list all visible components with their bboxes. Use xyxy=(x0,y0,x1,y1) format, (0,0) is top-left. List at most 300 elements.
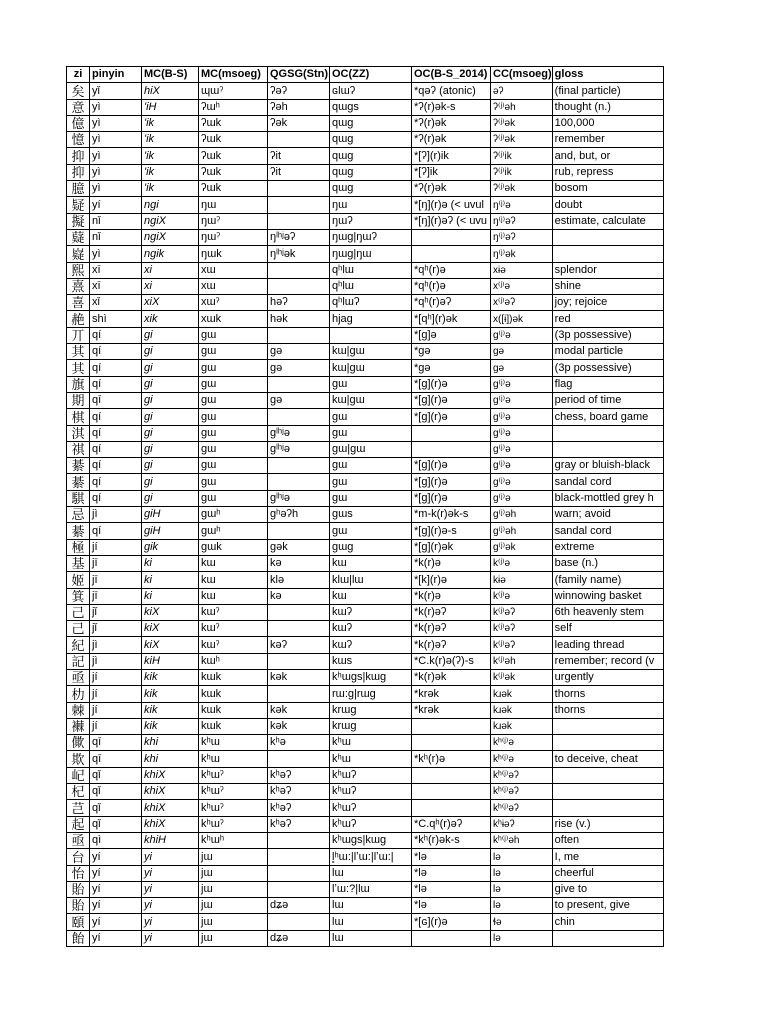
cell-mc-bs: kik xyxy=(142,669,199,685)
cell-zi: 姬 xyxy=(67,572,90,588)
cell-oc-zz: qɯgs xyxy=(330,99,412,115)
cell-oc-bs: *[g](r)ə xyxy=(412,392,491,408)
cell-qgsg: kʰəʔ xyxy=(268,816,330,832)
cell-gloss: chin xyxy=(552,914,663,930)
cell-qgsg xyxy=(268,832,330,848)
cell-mc-msoeg: xɯ xyxy=(199,262,268,278)
table-row xyxy=(67,784,664,800)
cell-qgsg xyxy=(268,914,330,930)
cell-qgsg: dʑə xyxy=(268,898,330,914)
cell-pinyin: qí xyxy=(90,474,142,490)
cell-zi: 綦 xyxy=(67,458,90,474)
cell-cc: ŋ⁽ʲ⁾ə xyxy=(491,197,553,213)
cell-oc-zz: ŋɯg|ŋɯ xyxy=(330,246,412,262)
cell-cc: x⁽ʲ⁾əʔ xyxy=(491,295,553,311)
table-row xyxy=(67,572,664,588)
cell-qgsg: gə xyxy=(268,392,330,408)
cell-pinyin: yì xyxy=(90,148,142,164)
col-header-mc-bs: MC(B-S) xyxy=(142,67,199,83)
cell-gloss xyxy=(552,441,663,457)
table-row xyxy=(67,702,664,718)
cell-qgsg: kə xyxy=(268,555,330,571)
cell-mc-bs: khiX xyxy=(142,767,199,783)
cell-pinyin: yí xyxy=(90,898,142,914)
cell-qgsg: gˡʰʲə xyxy=(268,441,330,457)
cell-mc-msoeg: kʰɯˀ xyxy=(199,800,268,816)
cell-oc-zz: gɯ|gɯ xyxy=(330,441,412,457)
cell-mc-msoeg: gɯ xyxy=(199,392,268,408)
cell-zi: 嶷 xyxy=(67,246,90,262)
cell-mc-bs: xiX xyxy=(142,295,199,311)
cell-gloss: thought (n.) xyxy=(552,99,663,115)
cell-oc-zz: kɯʔ xyxy=(330,621,412,637)
cell-pinyin: qí xyxy=(90,409,142,425)
cell-mc-bs: yi xyxy=(142,914,199,930)
cell-mc-bs: yi xyxy=(142,898,199,914)
table-row xyxy=(67,881,664,897)
cell-mc-msoeg: kɯ xyxy=(199,572,268,588)
cell-oc-bs xyxy=(412,718,491,734)
cell-zi: 抑 xyxy=(67,148,90,164)
cell-mc-bs: ngiX xyxy=(142,229,199,245)
cell-zi: 貽 xyxy=(67,881,90,897)
cell-mc-msoeg: xɯˀ xyxy=(199,295,268,311)
table-row xyxy=(67,621,664,637)
cell-cc: kʰ⁽ʲ⁾əh xyxy=(491,832,553,848)
cell-gloss: red xyxy=(552,311,663,327)
cell-zi: 屺 xyxy=(67,767,90,783)
cell-cc: ŋ⁽ʲ⁾əʔ xyxy=(491,213,553,229)
cell-qgsg: gˡʰʲə xyxy=(268,425,330,441)
cell-pinyin: qí xyxy=(90,458,142,474)
cell-qgsg xyxy=(268,409,330,425)
cell-oc-bs: *[ɢ](r)ə xyxy=(412,914,491,930)
col-header-cc: CC(msoeg) xyxy=(491,67,553,83)
cell-zi: 億 xyxy=(67,115,90,131)
cell-cc: lə xyxy=(491,930,553,946)
table-row xyxy=(67,409,664,425)
cell-oc-zz: ŋɯʔ xyxy=(330,213,412,229)
cell-oc-bs: *[g](r)ə xyxy=(412,409,491,425)
table-row xyxy=(67,115,664,131)
cell-pinyin: jī xyxy=(90,572,142,588)
cell-oc-zz: kɯʔ xyxy=(330,604,412,620)
cell-cc: lə xyxy=(491,849,553,865)
cell-oc-zz: qɯg xyxy=(330,115,412,131)
cell-pinyin: yí xyxy=(90,881,142,897)
cell-cc: k⁽ʲ⁾ə xyxy=(491,588,553,604)
cell-zi: 綦 xyxy=(67,523,90,539)
cell-zi: 朸 xyxy=(67,686,90,702)
cell-cc: gə xyxy=(491,360,553,376)
cell-cc: g⁽ʲ⁾əh xyxy=(491,507,553,523)
cell-cc: x⁽ʲ⁾ə xyxy=(491,278,553,294)
cell-oc-bs: *krək xyxy=(412,702,491,718)
cell-oc-zz: kʰɯʔ xyxy=(330,784,412,800)
cell-qgsg xyxy=(268,751,330,767)
cell-zi: 亟 xyxy=(67,669,90,685)
cell-gloss: rub, repress xyxy=(552,164,663,180)
cell-mc-msoeg: gɯ xyxy=(199,376,268,392)
cell-oc-bs: *[g](r)ə xyxy=(412,490,491,506)
cell-zi: 赩 xyxy=(67,311,90,327)
cell-mc-bs: 'ik xyxy=(142,164,199,180)
cell-cc: ʔ⁽ʲ⁾ək xyxy=(491,132,553,148)
cell-qgsg xyxy=(268,474,330,490)
cell-zi: 騏 xyxy=(67,490,90,506)
cell-zi: 箕 xyxy=(67,588,90,604)
cell-mc-bs: kik xyxy=(142,686,199,702)
cell-oc-zz: qʰlɯ xyxy=(330,278,412,294)
cell-oc-bs: *ʔ(r)ək-s xyxy=(412,99,491,115)
cell-mc-msoeg: ŋɯˀ xyxy=(199,229,268,245)
cell-qgsg: kʰə xyxy=(268,735,330,751)
table-row xyxy=(67,898,664,914)
cell-gloss: often xyxy=(552,832,663,848)
cell-mc-msoeg: gɯ xyxy=(199,360,268,376)
cell-mc-msoeg: ʔɯk xyxy=(199,148,268,164)
cell-mc-bs: kik xyxy=(142,702,199,718)
cell-zi: 台 xyxy=(67,849,90,865)
cell-gloss: sandal cord xyxy=(552,523,663,539)
cell-mc-bs: khiX xyxy=(142,800,199,816)
cell-zi: 己 xyxy=(67,621,90,637)
table-row xyxy=(67,849,664,865)
cell-qgsg xyxy=(268,604,330,620)
cell-gloss: bosom xyxy=(552,181,663,197)
cell-mc-bs: ngik xyxy=(142,246,199,262)
table-row xyxy=(67,555,664,571)
cell-mc-msoeg: kʰɯ xyxy=(199,735,268,751)
cell-oc-zz: gɯg xyxy=(330,539,412,555)
cell-oc-zz: gɯ xyxy=(330,490,412,506)
cell-pinyin: xī xyxy=(90,278,142,294)
cell-cc: g⁽ʲ⁾ə xyxy=(491,376,553,392)
cell-mc-msoeg: jɯ xyxy=(199,930,268,946)
cell-oc-bs xyxy=(412,784,491,800)
cell-oc-zz: gɯ xyxy=(330,523,412,539)
cell-oc-zz: qɯg xyxy=(330,164,412,180)
cell-qgsg xyxy=(268,278,330,294)
cell-pinyin: qǐ xyxy=(90,767,142,783)
cell-mc-bs: gi xyxy=(142,392,199,408)
cell-zi: 抑 xyxy=(67,164,90,180)
table-row xyxy=(67,83,664,99)
cell-gloss: remember; record (v xyxy=(552,653,663,669)
cell-zi: 旗 xyxy=(67,376,90,392)
cell-gloss: joy; rejoice xyxy=(552,295,663,311)
cell-pinyin: qí xyxy=(90,490,142,506)
cell-zi: 憶 xyxy=(67,132,90,148)
cell-pinyin: yí xyxy=(90,197,142,213)
cell-oc-bs: *qəʔ (atonic) xyxy=(412,83,491,99)
cell-gloss: remember xyxy=(552,132,663,148)
cell-mc-bs: 'ik xyxy=(142,148,199,164)
table-row xyxy=(67,490,664,506)
cell-oc-zz: lʼɯ:?|lɯ xyxy=(330,881,412,897)
table-row xyxy=(67,327,664,343)
cell-mc-bs: yi xyxy=(142,881,199,897)
col-header-qgsg: QGSG(Stn) xyxy=(268,67,330,83)
cell-zi: 怡 xyxy=(67,865,90,881)
cell-qgsg: gək xyxy=(268,539,330,555)
cell-pinyin: jí xyxy=(90,718,142,734)
cell-pinyin: qǐ xyxy=(90,816,142,832)
cell-cc: k⁽ʲ⁾əh xyxy=(491,653,553,669)
cell-oc-bs: *kʰ(r)ək-s xyxy=(412,832,491,848)
cell-oc-zz: kɯ|gɯ xyxy=(330,392,412,408)
cell-pinyin: qì xyxy=(90,832,142,848)
cell-cc: kɹək xyxy=(491,702,553,718)
cell-oc-bs: *[g](r)ə-s xyxy=(412,523,491,539)
cell-cc: kɹək xyxy=(491,718,553,734)
table-row xyxy=(67,930,664,946)
cell-oc-zz: l̥ʰɯ:|lʼɯ:|lʼɯ:| xyxy=(330,849,412,865)
cell-mc-msoeg: xɯk xyxy=(199,311,268,327)
cell-zi: 忌 xyxy=(67,507,90,523)
cell-oc-zz: kʰɯ xyxy=(330,735,412,751)
cell-mc-msoeg: kɯ xyxy=(199,588,268,604)
cell-qgsg xyxy=(268,865,330,881)
data-table xyxy=(66,66,664,947)
cell-oc-bs xyxy=(412,735,491,751)
cell-mc-msoeg: gɯʰ xyxy=(199,523,268,539)
cell-mc-msoeg: kɯk xyxy=(199,702,268,718)
cell-mc-bs: xik xyxy=(142,311,199,327)
cell-mc-bs: gi xyxy=(142,376,199,392)
table-row xyxy=(67,767,664,783)
cell-oc-bs: *kʰ(r)ə xyxy=(412,751,491,767)
cell-gloss: urgently xyxy=(552,669,663,685)
col-header-mc-msoeg: MC(msoeg) xyxy=(199,67,268,83)
cell-cc: k⁽ʲ⁾əʔ xyxy=(491,637,553,653)
cell-zi: 杞 xyxy=(67,784,90,800)
cell-mc-msoeg: jɯ xyxy=(199,849,268,865)
cell-gloss: rise (v.) xyxy=(552,816,663,832)
cell-pinyin: jí xyxy=(90,686,142,702)
cell-oc-bs: *k(r)ə xyxy=(412,555,491,571)
cell-zi: 矣 xyxy=(67,83,90,99)
cell-oc-bs: *[g](r)ə xyxy=(412,474,491,490)
cell-mc-msoeg: gɯ xyxy=(199,474,268,490)
cell-gloss: gray or bluish-black xyxy=(552,458,663,474)
cell-zi: 棋 xyxy=(67,409,90,425)
cell-gloss: leading thread xyxy=(552,637,663,653)
cell-mc-bs: gi xyxy=(142,360,199,376)
cell-oc-zz: hjag xyxy=(330,311,412,327)
cell-oc-zz: klɯ|lɯ xyxy=(330,572,412,588)
cell-pinyin: qǐ xyxy=(90,800,142,816)
cell-pinyin: yì xyxy=(90,164,142,180)
cell-oc-bs: *lə xyxy=(412,865,491,881)
cell-pinyin: qí xyxy=(90,376,142,392)
cell-oc-bs: *k(r)əʔ xyxy=(412,604,491,620)
cell-mc-msoeg: kɯˀ xyxy=(199,621,268,637)
cell-cc: lə xyxy=(491,881,553,897)
cell-pinyin: qǐ xyxy=(90,784,142,800)
cell-oc-zz: ɢlɯʔ xyxy=(330,83,412,99)
cell-gloss: thorns xyxy=(552,702,663,718)
cell-oc-bs: *[g]ə xyxy=(412,327,491,343)
cell-oc-zz: kʰɯ xyxy=(330,751,412,767)
table-row xyxy=(67,132,664,148)
table-row xyxy=(67,181,664,197)
table-row xyxy=(67,735,664,751)
cell-pinyin: yì xyxy=(90,115,142,131)
cell-mc-bs: khi xyxy=(142,735,199,751)
cell-oc-zz: lɯ xyxy=(330,914,412,930)
cell-oc-zz: kɯ xyxy=(330,555,412,571)
cell-cc: kɹək xyxy=(491,686,553,702)
cell-pinyin: jí xyxy=(90,539,142,555)
cell-cc: ŋ⁽ʲ⁾əʔ xyxy=(491,229,553,245)
table-row xyxy=(67,832,664,848)
cell-mc-bs: xi xyxy=(142,262,199,278)
cell-oc-zz: qɯg xyxy=(330,148,412,164)
cell-gloss xyxy=(552,800,663,816)
cell-qgsg xyxy=(268,881,330,897)
cell-cc: lə xyxy=(491,898,553,914)
cell-oc-bs: *[ŋ](r)əʔ (< uvu xyxy=(412,213,491,229)
cell-qgsg: kək xyxy=(268,702,330,718)
cell-cc: g⁽ʲ⁾ə xyxy=(491,474,553,490)
cell-cc: g⁽ʲ⁾ə xyxy=(491,409,553,425)
table-row xyxy=(67,311,664,327)
cell-cc: ʔ⁽ʲ⁾əh xyxy=(491,99,553,115)
cell-mc-bs: khiX xyxy=(142,816,199,832)
cell-oc-zz xyxy=(330,327,412,343)
cell-mc-bs: 'ik xyxy=(142,115,199,131)
cell-gloss: (family name) xyxy=(552,572,663,588)
cell-cc: k⁽ʲ⁾ə xyxy=(491,555,553,571)
cell-qgsg xyxy=(268,523,330,539)
table-row xyxy=(67,295,664,311)
col-header-gloss: gloss xyxy=(552,67,663,83)
cell-zi: 臆 xyxy=(67,181,90,197)
cell-pinyin: yì xyxy=(90,181,142,197)
cell-zi: 貽 xyxy=(67,898,90,914)
cell-pinyin: yí xyxy=(90,914,142,930)
table-row xyxy=(67,344,664,360)
cell-cc: g⁽ʲ⁾ə xyxy=(491,441,553,457)
cell-oc-zz: qɯg xyxy=(330,132,412,148)
cell-qgsg: ʔək xyxy=(268,115,330,131)
cell-mc-bs: ngiX xyxy=(142,213,199,229)
table-row xyxy=(67,604,664,620)
cell-zi: 紀 xyxy=(67,637,90,653)
cell-qgsg: həʔ xyxy=(268,295,330,311)
cell-gloss xyxy=(552,246,663,262)
cell-mc-bs: khiX xyxy=(142,784,199,800)
cell-cc: g⁽ʲ⁾ə xyxy=(491,425,553,441)
cell-cc: gə xyxy=(491,344,553,360)
cell-qgsg: gə xyxy=(268,344,330,360)
cell-qgsg: kʰəʔ xyxy=(268,800,330,816)
cell-gloss xyxy=(552,229,663,245)
cell-mc-bs: kiX xyxy=(142,604,199,620)
cell-oc-bs: *k(r)ək xyxy=(412,669,491,685)
cell-qgsg: kək xyxy=(268,718,330,734)
cell-gloss: 100,000 xyxy=(552,115,663,131)
cell-oc-zz: qʰlɯ xyxy=(330,262,412,278)
cell-qgsg: kəʔ xyxy=(268,637,330,653)
cell-pinyin: qí xyxy=(90,344,142,360)
cell-mc-msoeg: gɯ xyxy=(199,458,268,474)
cell-oc-bs: *krək xyxy=(412,686,491,702)
col-header-pinyin: pinyin xyxy=(90,67,142,83)
cell-qgsg: gʰəʔh xyxy=(268,507,330,523)
cell-cc: k⁽ʲ⁾ək xyxy=(491,669,553,685)
table-row xyxy=(67,392,664,408)
cell-mc-msoeg: ʔɯk xyxy=(199,132,268,148)
cell-oc-bs: *lə xyxy=(412,881,491,897)
cell-oc-zz: kʰɯgs|kɯg xyxy=(330,669,412,685)
cell-oc-bs xyxy=(412,229,491,245)
cell-oc-bs: *[ʔ]ik xyxy=(412,164,491,180)
cell-cc: kʰ⁽ʲ⁾əʔ xyxy=(491,784,553,800)
cell-oc-bs: *lə xyxy=(412,898,491,914)
cell-gloss: to present, give xyxy=(552,898,663,914)
table-row xyxy=(67,213,664,229)
cell-pinyin: yǐ xyxy=(90,83,142,99)
cell-oc-zz: lɯ xyxy=(330,898,412,914)
cell-gloss: (3p possessive) xyxy=(552,360,663,376)
cell-pinyin: jī xyxy=(90,555,142,571)
cell-gloss: and, but, or xyxy=(552,148,663,164)
cell-mc-msoeg: gɯ xyxy=(199,425,268,441)
cell-qgsg: kək xyxy=(268,669,330,685)
cell-zi: 喜 xyxy=(67,295,90,311)
cell-cc: kʰɨəʔ xyxy=(491,816,553,832)
cell-mc-bs: kiH xyxy=(142,653,199,669)
cell-cc: g⁽ʲ⁾ə xyxy=(491,327,553,343)
table-row xyxy=(67,458,664,474)
header-row xyxy=(67,67,664,83)
col-header-zi: zi xyxy=(67,67,90,83)
table-row xyxy=(67,816,664,832)
cell-mc-bs: ki xyxy=(142,572,199,588)
cell-oc-bs: *[g](r)ək xyxy=(412,539,491,555)
cell-oc-zz: ŋɯg|ŋɯʔ xyxy=(330,229,412,245)
cell-oc-bs: *C.k(r)ə(ʔ)-s xyxy=(412,653,491,669)
cell-mc-msoeg: ŋɯk xyxy=(199,246,268,262)
cell-oc-zz: krɯg xyxy=(330,702,412,718)
cell-pinyin: nǐ xyxy=(90,229,142,245)
cell-mc-msoeg: kʰɯˀ xyxy=(199,784,268,800)
cell-mc-msoeg: jɯ xyxy=(199,865,268,881)
cell-mc-bs: 'ik xyxy=(142,132,199,148)
cell-qgsg: kʰəʔ xyxy=(268,784,330,800)
cell-cc: əʔ xyxy=(491,83,553,99)
cell-qgsg xyxy=(268,458,330,474)
cell-mc-bs: gi xyxy=(142,458,199,474)
cell-oc-bs xyxy=(412,800,491,816)
cell-zi: 起 xyxy=(67,816,90,832)
cell-oc-bs: *[ʔ](r)ik xyxy=(412,148,491,164)
table-row xyxy=(67,278,664,294)
table-row xyxy=(67,523,664,539)
cell-qgsg: kə xyxy=(268,588,330,604)
cell-oc-zz: kʰɯʔ xyxy=(330,800,412,816)
cell-cc: g⁽ʲ⁾ək xyxy=(491,539,553,555)
cell-qgsg: klə xyxy=(268,572,330,588)
cell-oc-zz: krɯg xyxy=(330,718,412,734)
cell-gloss: doubt xyxy=(552,197,663,213)
cell-gloss: self xyxy=(552,621,663,637)
table-row xyxy=(67,148,664,164)
cell-mc-msoeg: kʰɯˀ xyxy=(199,816,268,832)
cell-cc: ʔ⁽ʲ⁾ik xyxy=(491,148,553,164)
